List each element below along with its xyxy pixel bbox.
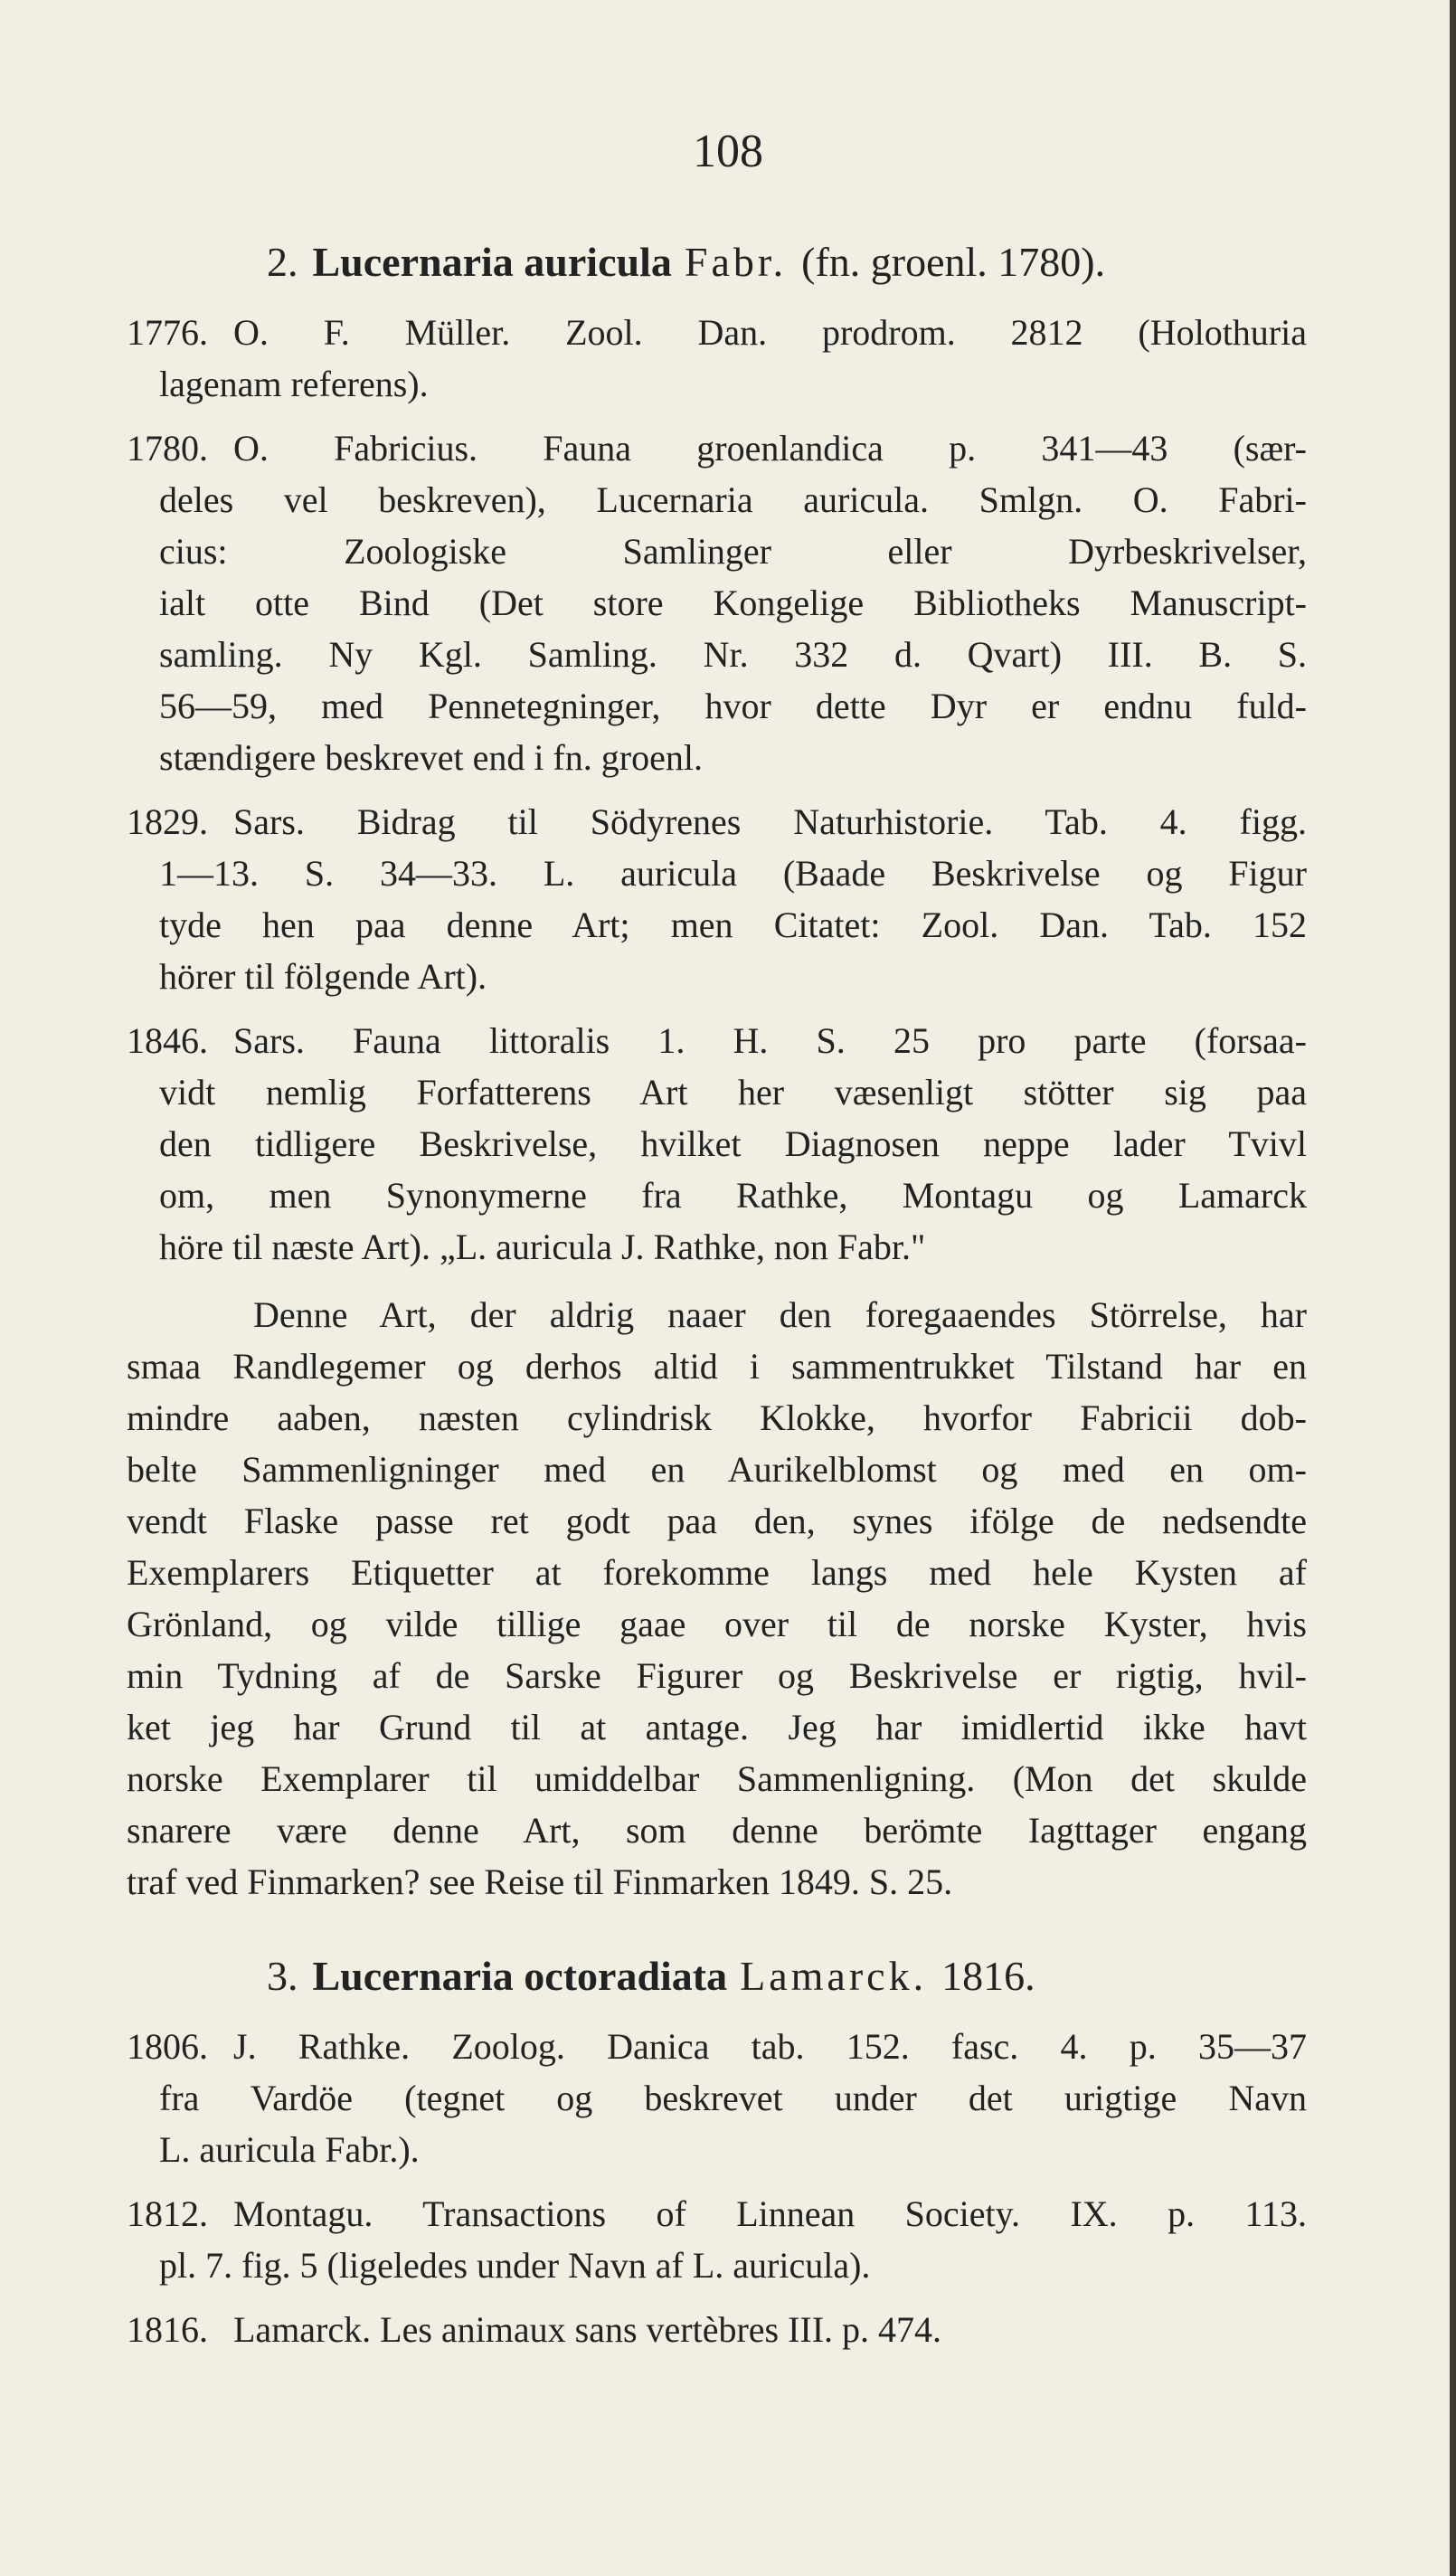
entry-line: om, men Synonymerne fra Rathke, Montagu og Lamarck: [159, 1175, 1307, 1216]
species-reference: 1816.: [941, 1953, 1035, 1999]
section-number: 2.: [267, 239, 298, 285]
paragraph-line: traf ved Finmarken? see Reise til Finmarken 1849. S. 25.: [127, 1861, 953, 1902]
entry-line: 1—13. S. 34—33. L. auricula (Baade Beskrivelse og Figur: [159, 853, 1307, 894]
page-edge: [1450, 0, 1456, 2576]
entry-year: 1780.: [127, 428, 208, 469]
entry-line: lagenam referens).: [159, 364, 429, 404]
paragraph-line: snarere være denne Art, som denne berömte Iagttager engang: [127, 1810, 1307, 1851]
paragraph-line: norske Exemplarer til umiddelbar Sammenligning. (Mon det skulde: [127, 1758, 1307, 1799]
bibliography-entry: [127, 2188, 1307, 2291]
species-author: Lamarck.: [740, 1953, 928, 1999]
paragraph-line: min Tydning af de Sarske Figurer og Beskrivelse er rigtig, hvil-: [127, 1655, 1307, 1696]
section-2-heading: [127, 231, 1307, 294]
paragraph-line: Grönland, og vilde tillige gaae over til de norske Kyster, hvis: [127, 1604, 1307, 1644]
entry-line: O. Fabricius. Fauna groenlandica p. 341—43 (sær-: [233, 428, 1307, 469]
bibliography-entry: [127, 2304, 1307, 2355]
entry-line: hörer til fölgende Art).: [159, 956, 487, 997]
entry-line: tyde hen paa denne Art; men Citatet: Zool. Dan. Tab. 152: [159, 904, 1307, 945]
entry-line: Montagu. Transactions of Linnean Society. IX. p. 113.: [233, 2193, 1307, 2234]
species-name: Lucernaria octoradiata: [312, 1953, 728, 1999]
entry-year: 1812.: [127, 2193, 208, 2234]
entry-year: 1776.: [127, 312, 208, 353]
bibliography-entry: [127, 422, 1307, 783]
paragraph-line: ket jeg har Grund til at antage. Jeg har imidlertid ikke havt: [127, 1707, 1307, 1747]
bibliography-entry: [127, 1015, 1307, 1273]
entry-line: O. F. Müller. Zool. Dan. prodrom. 2812 (Holothuria: [233, 312, 1307, 353]
species-author: Fabr.: [684, 239, 788, 285]
entry-line: höre til næste Art). „L. auricula J. Rathke, non Fabr.": [159, 1226, 926, 1267]
entry-line: fra Vardöe (tegnet og beskrevet under det urigtige Navn: [159, 2078, 1307, 2118]
entry-year: 1816.: [127, 2309, 208, 2350]
paragraph-line: smaa Randlegemer og derhos altid i sammentrukket Tilstand har en: [127, 1346, 1307, 1387]
entry-line: samling. Ny Kgl. Samling. Nr. 332 d. Qvart) III. B. S.: [159, 634, 1307, 675]
section-number: 3.: [267, 1953, 298, 1999]
entry-line: vidt nemlig Forfatterens Art her væsenligt stötter sig paa: [159, 1072, 1307, 1113]
entry-line: Lamarck. Les animaux sans vertèbres III. p. 474.: [233, 2309, 942, 2350]
section-3: [127, 1945, 1307, 2355]
entry-line: stændigere beskrevet end i fn. groenl.: [159, 737, 703, 778]
entry-line: cius: Zoologiske Samlinger eller Dyrbeskrivelser,: [159, 531, 1307, 572]
entry-line: J. Rathke. Zoolog. Danica tab. 152. fasc. 4. p. 35—37: [233, 2026, 1307, 2067]
entry-line: ialt otte Bind (Det store Kongelige Bibliotheks Manuscript-: [159, 582, 1307, 623]
paragraph-line: Exemplarers Etiquetter at forekomme langs med hele Kysten af: [127, 1552, 1307, 1593]
paragraph-line: mindre aaben, næsten cylindrisk Klokke, hvorfor Fabricii dob-: [127, 1397, 1307, 1438]
species-name: Lucernaria auricula: [312, 239, 672, 285]
entry-line: den tidligere Beskrivelse, hvilket Diagnosen neppe lader Tvivl: [159, 1123, 1307, 1164]
bibliography-entry: [127, 2021, 1307, 2175]
entry-line: L. auricula Fabr.).: [159, 2129, 420, 2170]
entry-line: Sars. Fauna littoralis 1. H. S. 25 pro parte (forsaa-: [233, 1020, 1307, 1061]
page-number: 108: [693, 126, 763, 177]
bibliography-entry: [127, 307, 1307, 410]
paragraph-line: Denne Art, der aldrig naaer den foregaaendes Störrelse, har: [253, 1294, 1307, 1335]
entry-line: Sars. Bidrag til Södyrenes Naturhistorie. Tab. 4. figg.: [233, 801, 1307, 842]
section-2: [127, 231, 1307, 1908]
entry-line: 56—59, med Pennetegninger, hvor dette Dyr er endnu fuld-: [159, 686, 1307, 726]
bibliography-entry: [127, 796, 1307, 1002]
paragraph-line: belte Sammenligninger med en Aurikelblomst og med en om-: [127, 1449, 1307, 1490]
entry-line: pl. 7. fig. 5 (ligeledes under Navn af L. auricula).: [159, 2245, 871, 2286]
entry-year: 1846.: [127, 1020, 208, 1061]
description-paragraph: [127, 1289, 1307, 1908]
entry-line: deles vel beskreven), Lucernaria auricula. Smlgn. O. Fabri-: [159, 479, 1307, 520]
entry-year: 1806.: [127, 2026, 208, 2067]
entry-year: 1829.: [127, 801, 208, 842]
paragraph-line: vendt Flaske passe ret godt paa den, synes ifölge de nedsendte: [127, 1501, 1307, 1541]
species-reference: (fn. groenl. 1780).: [801, 239, 1106, 285]
section-3-heading: [127, 1945, 1307, 2008]
